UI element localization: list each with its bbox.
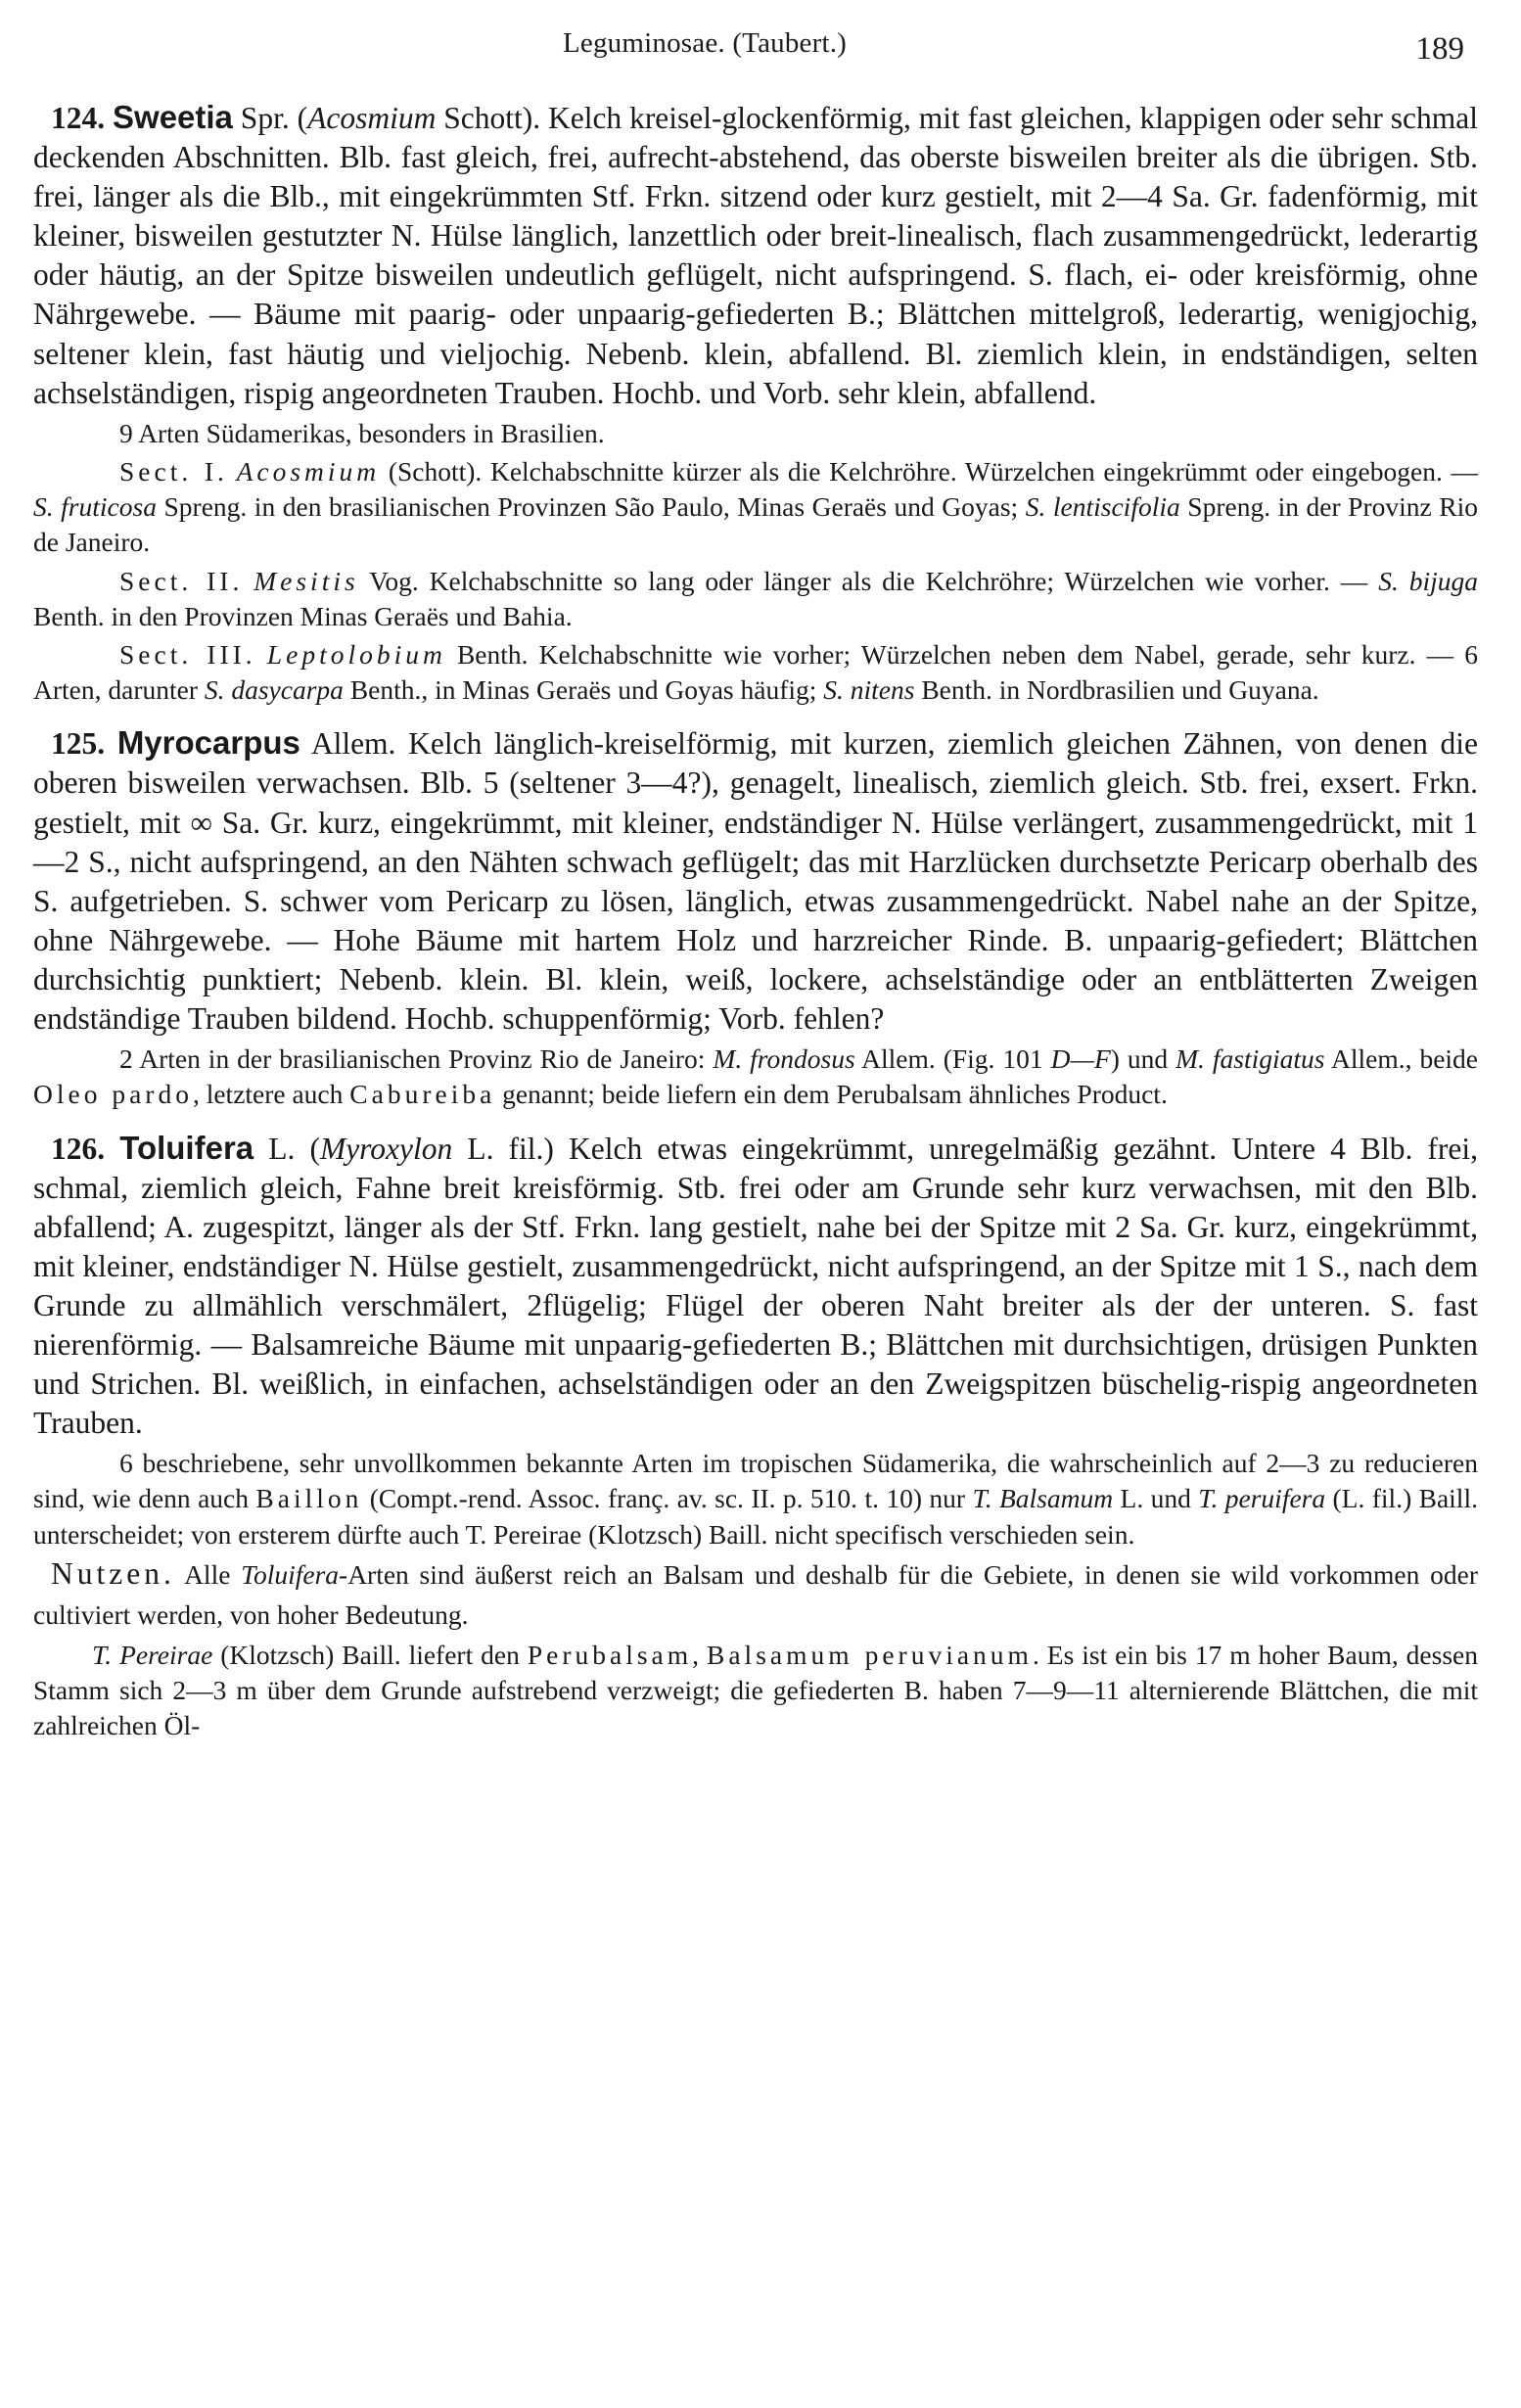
text: L. ( bbox=[254, 1131, 320, 1166]
text: Alle bbox=[174, 1558, 242, 1590]
figure-reference: D—F bbox=[1050, 1043, 1111, 1075]
genus-name-italic: Toluifera bbox=[241, 1558, 340, 1590]
text: (L. fil.) Baill. unterscheidet; von ersterem dürfte auch bbox=[33, 1483, 1478, 1550]
text: -Arten sind äußerst reich an Balsam und deshalb für die Gebiete, in denen sie wild vorkommen oder cultiviert werden, von hoher Bedeutung. bbox=[33, 1558, 1478, 1630]
text: Benth. in den Provinzen Minas Geraës und Bahia. bbox=[33, 600, 573, 631]
section-label: Sect. III. bbox=[119, 638, 256, 670]
text: L. fil.) Kelch etwas eingekrümmt, unregelmäßig gezähnt. Untere 4 Blb. frei, schmal, ziemlich gleich, Fahne breit kreisförmig. Stb. frei oder am Grunde sehr kurz verwachsen, mit den Blb. abfallend; A. zugespitzt, länger als der Stf. Frkn. lang gestielt, nahe bei der Spitze mit 2 Sa. Gr. kurz, eingekrümmt, mit kleiner, endständiger N. Hülse gestielt, zusammengedrückt, nicht aufspringend, an der Spitze mit 1 S., nach dem Grunde zu allmählich verschmälert, 2flügelig; Flügel der oberen Naht breiter als der der unteren. S. fast nierenförmig. — Balsamreiche Bäume mit unpaarig-gefiederten B.; Blättchen mit durchsichtigen, drüsigen Punkten und Strichen. Bl. weißlich, in einfachen, achselständigen oder an den Zweigspitzen büschelig-rispig angeordneten Trauben. bbox=[33, 1131, 1479, 1441]
section-1 bbox=[33, 454, 1478, 561]
species-name: T. Pereirae bbox=[92, 1640, 213, 1671]
text: (Klotzsch) Baill. liefert den bbox=[212, 1640, 528, 1671]
text: Benth. Kelchabschnitte wie vorher; Würzelchen neben dem Nabel, gerade, sehr kurz. — 6 Arten, darunter bbox=[33, 638, 1478, 706]
text: Benth., in Minas Geraës und Goyas häufig; bbox=[343, 674, 824, 706]
text: Spr. ( bbox=[232, 101, 308, 135]
text: 6 beschriebene, sehr unvollkommen bekannte Arten im tropischen Südamerika, die wahrscheinlich auf 2—3 zu reducieren sind, wie denn auch bbox=[33, 1448, 1478, 1514]
genus-name: Sweetia bbox=[113, 99, 233, 135]
species-name: S. bijuga bbox=[1378, 565, 1478, 596]
genus-name: Toluifera bbox=[119, 1129, 254, 1166]
page-header bbox=[117, 27, 1488, 76]
running-head: Leguminosae. (Taubert.) bbox=[563, 27, 848, 59]
text: Allem. Kelch länglich-kreiselförmig, mit kurzen, ziemlich gleichen Zähnen, von denen die oberen bisweilen verwachsen. Blb. 5 (seltener 3—4?), genagelt, linealisch, ziemlich gleich. Stb. frei, exsert. Frkn. gestielt, mit ∞ Sa. Gr. kurz, eingekrümmt, mit kleiner, endständiger N. Hülse verlängert, zusammengedrückt, mit 1—2 S., nicht aufspringend, an den Nähten schwach geflügelt; das mit Harzlücken durchsetzte Pericarp oberhalb des S. aufgetrieben. S. schwer vom Pericarp zu lösen, länglich, etwas zusammengedrückt. Nabel nahe an der Spitze, ohne Nährgewebe. — Hohe Bäume mit hartem Holz und harzreicher Rinde. B. unpaarig-gefiedert; Blättchen durchsichtig punktiert; Nebenb. klein. Bl. klein, weiß, lockere, achselständige oder an entblätterten Zweigen endständige Trauben bildend. Hochb. schuppenförmig; Vorb. fehlen? bbox=[33, 726, 1478, 1037]
species-name: S. nitens bbox=[823, 674, 915, 706]
text: . Es ist ein bis 17 m hoher Baum, dessen Stamm sich 2—3 m über dem Grunde aufstrebend verzweigt; die gefiederten B. haben 7—9—11 alternierende Blättchen, die mit zahlreichen Öl- bbox=[33, 1640, 1478, 1741]
section-label: Sect. II. bbox=[119, 565, 244, 596]
genus-name: Myrocarpus bbox=[116, 724, 300, 762]
text: (Compt.-rend. Assoc. franç. av. sc. II. p. 510. t. 10) nur bbox=[362, 1483, 973, 1514]
genus-number: 124. bbox=[51, 101, 106, 135]
section-name: Acosmium bbox=[236, 455, 381, 486]
section-name: Mesitis bbox=[254, 565, 359, 596]
synonym: Acosmium bbox=[307, 101, 437, 135]
section-label: Nutzen. bbox=[51, 1555, 175, 1591]
section-name: Leptolobium bbox=[266, 638, 446, 670]
genus-number: 126. bbox=[51, 1131, 106, 1166]
text: Spreng. in der Provinz Rio de Janeiro. bbox=[33, 491, 1478, 558]
text: Allem., beide bbox=[1324, 1043, 1478, 1075]
section-2 bbox=[33, 564, 1478, 634]
text: Schott). Kelch kreisel-glockenförmig, mit fast gleichen, klappigen oder sehr schmal deckenden Abschnitten. Blb. fast gleich, frei, aufrecht-abstehend, das oberste bisweilen breiter als die übrigen. Stb. frei, länger als die Blb., mit eingekrümmten Stf. Frkn. sitzend oder kurz gestielt, mit 2—4 Sa. Gr. fadenförmig, mit kleiner, bisweilen gestutzter N. Hülse länglich, lanzettlich oder breit-linealisch, flach zusammengedrückt, lederartig oder häutig, an der Spitze bisweilen undeutlich geflügelt, nicht aufspringend. S. flach, ei- oder kreisförmig, ohne Nährgewebe. — Bäume mit paarig- oder unpaarig-gefiederten B.; Blättchen mittelgroß, lederartig, wenigjochig, seltener klein, fast häutig und vieljochig. Nebenb. klein, abfallend. Bl. ziemlich klein, in endständigen, selten achselständigen, rispig angeordneten Trauben. Hochb. und Vorb. sehr klein, abfallend. bbox=[33, 101, 1479, 410]
text: ) und bbox=[1110, 1043, 1176, 1075]
local-name: Oleo pardo bbox=[33, 1079, 193, 1110]
local-name: Cabureiba bbox=[349, 1079, 496, 1110]
species-name: T. Pereirae bbox=[465, 1518, 582, 1550]
text: 2 Arten in der brasilianischen Provinz Rio de Janeiro: bbox=[119, 1043, 714, 1075]
genus-number: 125. bbox=[51, 726, 106, 762]
text: , bbox=[692, 1640, 707, 1671]
text: genannt; beide liefern ein dem Perubalsam ähnliches Product. bbox=[495, 1079, 1168, 1110]
genus-124-description bbox=[33, 98, 1478, 413]
genus-126-note bbox=[33, 1446, 1478, 1552]
section-label: Sect. I. bbox=[119, 455, 228, 486]
species-name: S. lentiscifolia bbox=[1025, 491, 1180, 523]
genus-125-description bbox=[33, 723, 1478, 1039]
synonym: Myroxylon bbox=[319, 1131, 453, 1166]
text: (Schott). Kelchabschnitte kürzer als die Kelchröhre. Würzelchen eingekrümmt oder eingebogen. — bbox=[380, 455, 1478, 486]
species-name: T. peruifera bbox=[1198, 1483, 1326, 1514]
species-name: S. dasycarpa bbox=[204, 674, 344, 706]
page-body bbox=[33, 98, 1478, 1746]
section-3 bbox=[33, 637, 1478, 708]
text: , letztere auch bbox=[192, 1079, 350, 1110]
genus-126-description bbox=[33, 1129, 1478, 1444]
nutzen-paragraph bbox=[33, 1554, 1478, 1635]
species-name: S. fruticosa bbox=[33, 491, 157, 523]
genus-124-species-count: 9 Arten Südamerikas, besonders in Brasilien. bbox=[119, 417, 605, 448]
text: Benth. in Nordbrasilien und Guyana. bbox=[914, 674, 1319, 706]
text: Spreng. in den brasilianischen Provinzen São Paulo, Minas Geraës und Goyas; bbox=[156, 491, 1026, 523]
product-name: Balsamum peruvianum bbox=[707, 1640, 1033, 1671]
text: L. und bbox=[1113, 1483, 1199, 1514]
text: Allem. (Fig. 101 bbox=[854, 1043, 1051, 1075]
product-name: Perubalsam bbox=[527, 1640, 693, 1671]
species-name: T. Balsamum bbox=[972, 1483, 1114, 1514]
genus-125-note bbox=[33, 1042, 1478, 1112]
species-name: M. frondosus bbox=[713, 1043, 855, 1075]
species-name: M. fastigiatus bbox=[1175, 1043, 1325, 1075]
page-number: 189 bbox=[1415, 31, 1464, 67]
text: (Klotzsch) Baill. nicht specifisch verschieden sein. bbox=[581, 1518, 1135, 1550]
author-name: Baillon bbox=[255, 1483, 363, 1514]
pereirae-paragraph bbox=[33, 1638, 1478, 1744]
text: Vog. Kelchabschnitte so lang oder länger als die Kelchröhre; Würzelchen wie vorher. — bbox=[358, 565, 1379, 596]
